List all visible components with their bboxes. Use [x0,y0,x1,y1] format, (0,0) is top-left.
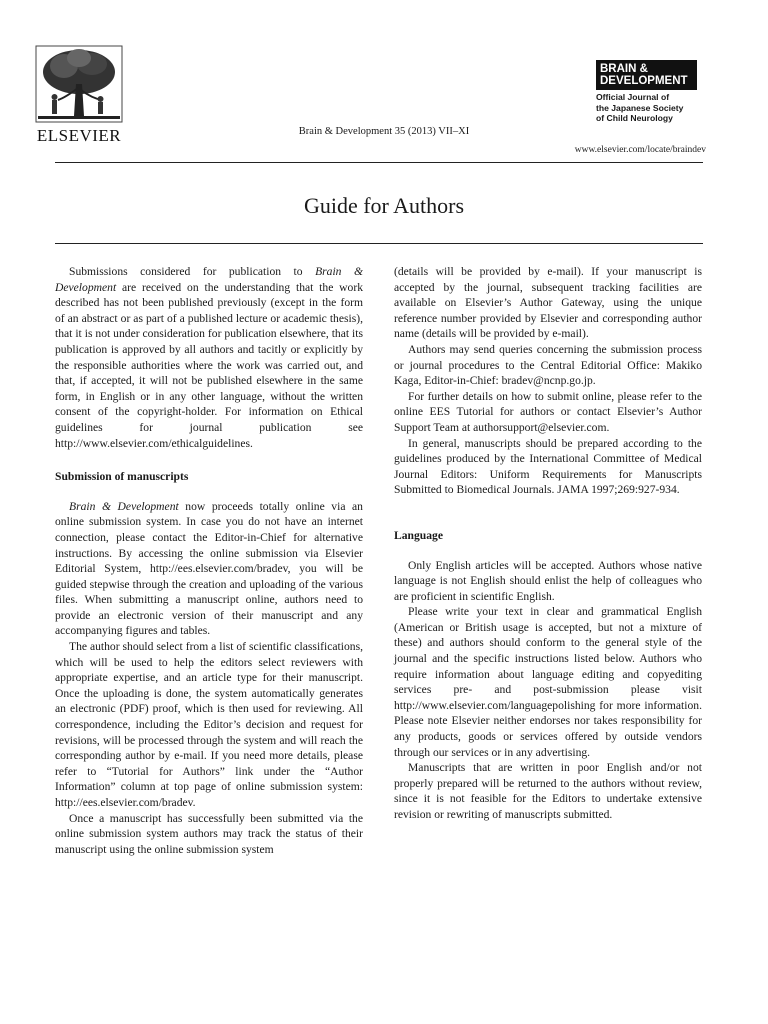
paragraph-text: now proceeds totally online via an online submission system. In case you do not have an internet connection, please contact the Editor-in-Chief for alternative instructions. By accessing the online submission via Elsevier Editorial System, http://ees.elsevier.com/bradev, you will be guided stepwise through the creation and uploading of the various files. When submitting a manuscript online, authors need to provide an electronic version of their manuscript and any accompanying figures and tables. [55,499,363,638]
journal-citation: Brain & Development 35 (2013) VII–XI [298,126,470,137]
body-paragraph: Authors may send queries concerning the submission process or journal procedures to the Central Editorial Office: Makiko Kaga, Editor-in-Chief: bradev@ncnp.go.jp. [394,342,702,388]
journal-badge [596,60,704,124]
tree-emblem-icon [34,44,124,124]
body-paragraph: Only English articles will be accepted. Authors whose native language is not English should enlist the help of colleagues who are proficient in scientific English. [394,558,702,603]
body-paragraph: The author should select from a list of scientific classifications, which will be used to help the editors select reviewers with appropriate expertise, and an article type for their manuscript. Once the uploading is done, the system automatically generates an electronic (PDF) proof, which is then used for reviewing. All correspondence, including the Editor’s decision and request for revisions, will be processed through the system and will reach the corresponding author by e-mail. If you need more details, please refer to “Tutorial for Authors” link under the “Author Information” column at top page of online submission system: http://ees.elsevier.com/bradev. [55,640,363,809]
title-divider [55,243,703,244]
body-paragraph: Please write your text in clear and grammatical English (American or British usage is accepted, but not a mixture of these) and authors should conform to the general style of the journal and the specific instructions listed below. Authors who require information about language editing and copyediting services pre- and post-submission please visit http://www.elsevier.com/languagepolishing for more information. Please note Elsevier neither endorses nor takes responsibility for any products, goods or services offered by outside vendors through our services or in any advertising. [394,605,702,759]
body-paragraph: For further details on how to submit online, please refer to the online EES Tutorial for authors or contact Elsevier’s Author Support Team at authorsupport@elsevier.com. [394,389,702,434]
tagline-line: of Child Neurology [596,113,673,123]
intro-paragraph [55,264,363,451]
journal-name-box [596,60,697,90]
body-paragraph: Once a manuscript has successfully been submitted via the online submission system authors may track the status of their manuscript using the online submission system [55,811,363,856]
body-paragraph [55,499,363,639]
section-heading-language: Language [394,528,443,542]
body-paragraph: (details will be provided by e-mail). If your manuscript is accepted by the journal, subsequent tracking facilities are available on Elsevier’s Author Gateway, using the unique reference number provided by Elsevier and corresponding author name (details will be provided by e-mail). [394,265,702,341]
journal-name-italic: Brain & Development [69,499,179,513]
section-heading-submission: Submission of manuscripts [55,470,189,484]
header-divider [55,162,703,163]
body-paragraph: In general, manuscripts should be prepared according to the guidelines produced by the International Committee of Medical Journal Editors: Uniform Requirements for Manuscripts Submitted to Biomedical Journals. JAMA 1997;269:927-934. [394,436,702,497]
journal-name-line: BRAIN & [600,63,648,75]
tagline-line: Official Journal of [596,92,670,102]
intro-text: Submissions considered for publication to [69,265,316,278]
journal-tagline [596,92,704,124]
journal-name-italic: Brain & Development [55,265,363,294]
journal-url[interactable]: www.elsevier.com/locate/braindev [574,145,706,155]
page-title: Guide for Authors [303,193,465,218]
body-paragraph: Manuscripts that are written in poor English and/or not properly prepared will be returned to the authors without review, since it is not feasible for the Editors to undertake extensive revision or rewriting of manuscripts submitted. [394,761,702,821]
publisher-wordmark: ELSEVIER [36,126,122,145]
journal-name-line: DEVELOPMENT [600,75,688,87]
intro-text: are received on the understanding that the work described has not been published previously (except in the form of an abstract or as part of a published lecture or academic thesis), that it is not under consideration for publication elsewhere, that its publication is approved by all authors and tacitly or explicitly by the responsible authorities where the work was carried out, and that, if accepted, it will not be published elsewhere in the same form, in English or in any other language, without the written consent of the copyright-holder. For information on Ethical guidelines for journal publication see http://www.elsevier.com/ethicalguidelines. [55,280,363,450]
right-column [394,264,702,823]
left-column [55,264,363,857]
tagline-line: the Japanese Society [596,102,684,113]
